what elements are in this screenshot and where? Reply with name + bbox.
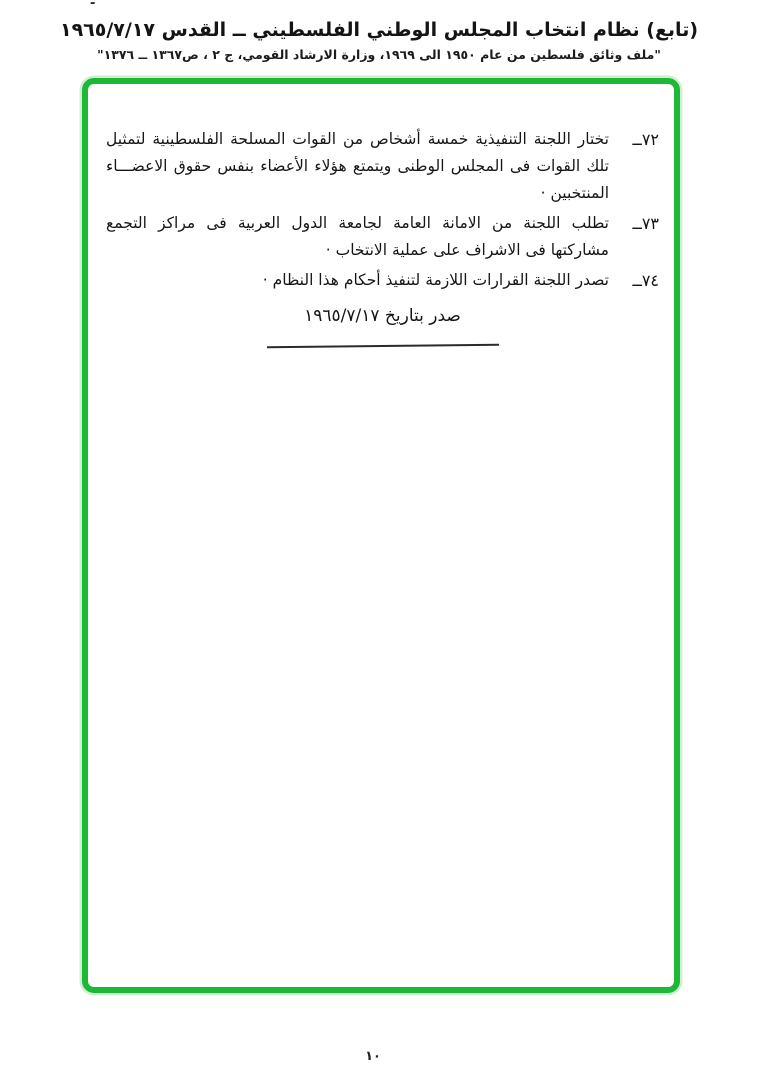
document-header [0, 17, 758, 63]
clause-74 [106, 267, 659, 294]
clause-73-text: تطلب اللجنة من الامانة العامة لجامعة الدول العربية فى مراكز التجمع مشاركتها فى الاشراف على عملية الانتخاب · [106, 214, 609, 259]
clause-72 [106, 126, 659, 207]
page-number: ١٠ [365, 1049, 381, 1064]
content-area [88, 84, 674, 347]
scan-corner-mark: - [90, 0, 96, 11]
clause-74-text: تصدر اللجنة القرارات اللازمة لتنفيذ أحكام هذا النظام · [262, 271, 609, 289]
clause-74-number: ٧٤ــ [632, 271, 659, 290]
source-citation: "ملف وثائق فلسطين من عام ١٩٥٠ الى ١٩٦٩، وزارة الارشاد القومي، ج ٢ ، ص١٣٦٧ ــ ١٣٧٦" [97, 47, 661, 62]
clause-73 [106, 210, 659, 264]
end-divider-rule [266, 344, 498, 348]
issued-date-line: صدر بتاريخ ١٩٦٥/٧/١٧ [304, 306, 461, 326]
clause-73-number: ٧٣ــ [632, 214, 659, 233]
clause-72-number: ٧٢ــ [632, 130, 659, 149]
green-content-frame [82, 78, 680, 993]
page-title: (تابع) نظام انتخاب المجلس الوطني الفلسطيني ــ القدس ١٩٦٥/٧/١٧ [59, 19, 699, 41]
clause-72-text: تختار اللجنة التنفيذية خمسة أشخاص من القوات المسلحة الفلسطينية لتمثيل تلك القوات فى المجلس الوطنى ويتمتع هؤلاء الأعضاء بنفس حقوق الاعضـــاء المنتخبين · [106, 130, 609, 202]
